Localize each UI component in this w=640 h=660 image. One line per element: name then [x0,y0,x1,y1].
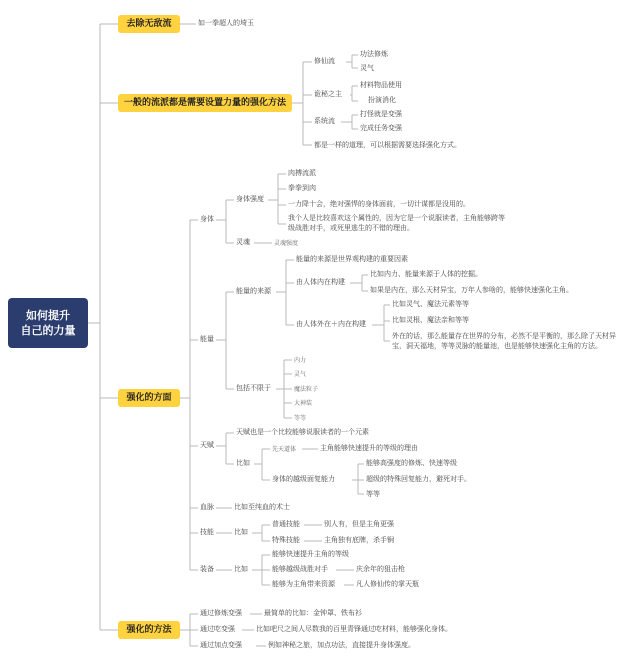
root-line1: 如何提升 [26,309,70,322]
branch-enhance-methods[interactable]: 强化的方法 [118,621,180,639]
branch-enhance-aspects[interactable]: 强化的方面 [118,389,180,407]
branch-common-methods[interactable]: 一般的流派都是需要设置力量的强化方法 [118,94,292,112]
skill-node[interactable]: 技能 [200,528,214,536]
xiuxian-item-2: 灵气 [360,64,374,72]
energy-node[interactable]: 能量 [200,335,214,343]
xitong-item-2: 完成任务变强 [360,124,402,132]
talent-yuejie-item-2: 超级的特殊回复能力，避死对手。 [366,475,471,483]
talent-yuejie-node[interactable]: 身体的越级面复能力 [272,475,335,483]
energy-outer-note-line2: 宝，洞天福地，等等灵脉的能量池，也是能够快速强化主角的方法。 [392,342,602,350]
method-1-node[interactable]: 通过修炼变强 [200,609,242,617]
blood-node[interactable]: 血脉 [200,503,214,511]
energy-outer-note-line1: 外在的话，那么能量存在世界的分布，必然不是平衡的，那么除了天材异 [392,332,616,340]
body-item-1: 肉搏流派 [288,169,316,177]
method-3-node[interactable]: 通过加点变强 [200,641,242,649]
energy-extra-item-4: 大神装 [294,400,313,407]
xiuxian-node[interactable]: 修仙流 [314,57,335,65]
shenmi-item-1: 材料物品使用 [360,81,402,89]
method-1-child: 最简单的比如：金钟罩、铁布衫 [264,609,362,617]
skill-normal-node[interactable]: 普通技能 [272,520,300,528]
xitong-item-1: 打怪就是变强 [360,110,402,118]
branch2-note: 都是一样的道理，可以根据需要选择强化方式。 [314,141,461,149]
method-2-node[interactable]: 通过吃变强 [200,625,235,633]
skill-special-child: 主角独有底牌，杀手锏 [324,536,394,544]
talent-top: 天赋也是一个比较能够说服读者的一个元素 [236,428,369,436]
body-item-2: 拳拳到肉 [288,184,316,192]
energy-extra-item-5: 等等 [294,415,307,422]
body-strength-node[interactable]: 身体强度 [236,195,264,203]
root-line2: 自己的力量 [20,324,76,337]
energy-source-node[interactable]: 能量的来源 [236,287,271,295]
energy-inner-item-2: 如果是内在，那么天材异宝，万年人参啥的，能够快速强化主角。 [370,286,573,294]
saitama-example: 如一拳超人的埼玉 [198,19,254,27]
equip-item-3: 能够为主角带来资源 [272,580,335,588]
energy-outer-item-1: 比如灵气、魔法元素等等 [392,300,469,308]
energy-outer-item-2: 比如灵根、魔法亲和等等 [392,316,469,324]
talent-yuejie-item-1: 能够高强度的修炼、快速等级 [366,459,457,467]
talent-biru: 比如 [236,459,250,467]
root-node[interactable] [8,298,88,348]
energy-extra-item-3: 魔法粒子 [294,386,319,393]
body-note-line2: 级战胜对手，或死里逃生的不错的理由。 [288,224,414,232]
skill-biru: 比如 [234,528,248,536]
equip-item-3-child: 凡人修仙传的掌天瓶 [356,580,419,588]
skill-special-node[interactable]: 特殊技能 [272,536,300,544]
energy-extra-node[interactable]: 包括不限于 [236,384,271,392]
skill-normal-child: 别人有，但是主角更强 [324,520,394,528]
talent-node[interactable]: 天赋 [200,441,214,449]
blood-child: 比如至纯血的术士 [234,503,290,511]
equip-biru: 比如 [234,565,248,573]
equip-item-1: 能够快速提升主角的等级 [272,550,349,558]
xitong-node[interactable]: 系统流 [314,117,335,125]
soul-node[interactable]: 灵魂 [236,238,250,246]
talent-xiantian-child: 主角能够快速提升的等级的理由 [320,444,418,452]
energy-extra-item-1: 内力 [294,357,307,364]
talent-xiantian-node[interactable]: 先天道体 [272,446,297,453]
shenmi-node[interactable]: 诡秘之主 [314,90,342,98]
equip-node[interactable]: 装备 [200,565,214,573]
energy-source-top: 能量的来源是世界观构建的重要因素 [296,255,408,263]
energy-outer-node[interactable]: 由人体外在＋内在构建 [296,320,366,328]
equip-item-2: 能够越级战胜对手 [272,565,328,573]
energy-inner-node[interactable]: 由人体内在构建 [296,278,345,286]
branch-no-invincible[interactable]: 去除无敌流 [118,15,180,33]
body-node[interactable]: 身体 [200,215,214,223]
body-item-3: 一力降十会，绝对强悍的身体面前，一切计谋都是没用的。 [288,200,470,208]
shenmi-item-2: 扮演消化 [368,96,396,104]
energy-extra-item-2: 灵气 [294,371,307,378]
equip-item-2-child: 庆余年的狙击枪 [356,565,405,573]
xiuxian-item-1: 功法修炼 [360,50,388,58]
method-3-child: 例如神秘之旅，加点功法，直接提升身体强度。 [268,641,415,649]
talent-yuejie-item-3: 等等 [366,490,380,498]
method-2-child: 比如吧尺之间人尽数我的百里青锋通过吃材料，能够强化身体。 [256,625,452,633]
body-note-line1: 我个人是比较喜欢这个属性的，因为它是一个说服读者，主角能够跨等 [288,214,505,222]
energy-inner-item-1: 比如内力、能量来源于人体的挖掘。 [370,270,482,278]
soul-strength: 灵魂强度 [274,240,299,247]
